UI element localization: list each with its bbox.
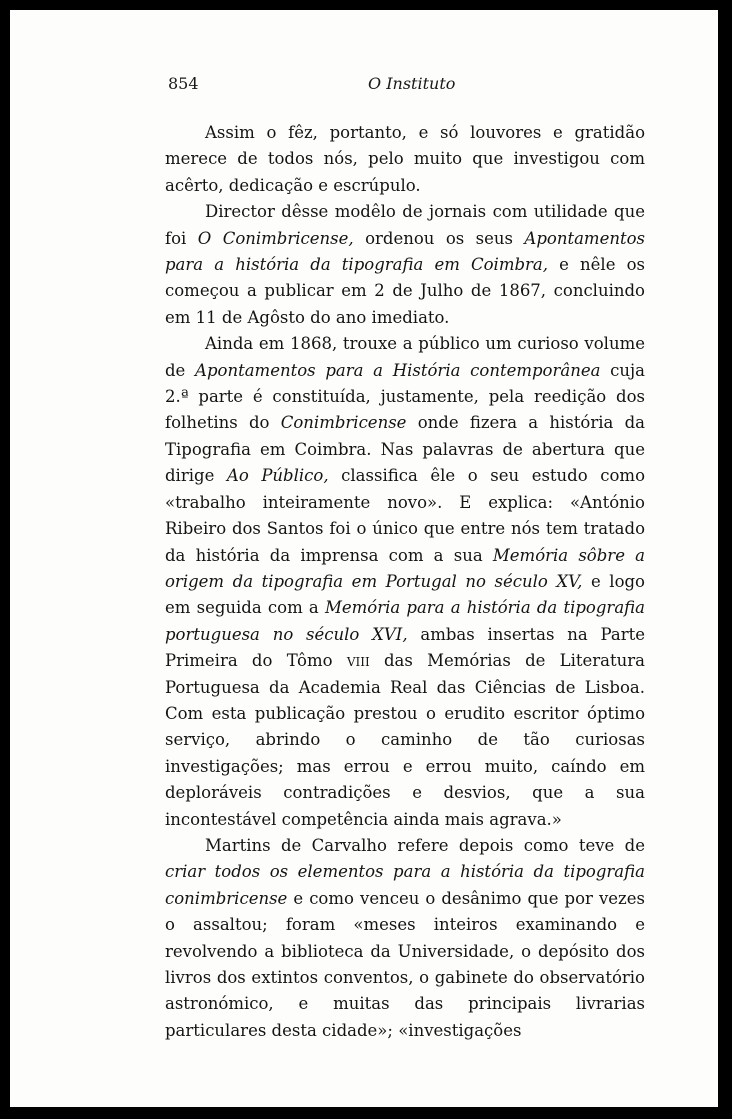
text-run: viii (346, 651, 370, 671)
italic-text: Memória sôbre a origem da tipografia em Portugal no século XV, (165, 545, 646, 591)
italic-text: Ao Público, (226, 466, 329, 486)
text-run: Assim o fêz, portanto, e só louvores e gratidão merece de todos nós, pelo muito que investigou com acêrto, dedicação e escrúpulo. (165, 123, 645, 195)
paragraph (165, 120, 645, 199)
italic-text: Apontamentos para a história da tipografia em Coimbra, (165, 228, 645, 275)
italic-text: criar todos os elementos para a história da tipografia conimbricense (165, 862, 645, 908)
text-run: classifica êle o seu estudo como «trabalho inteiramente novo». E explica: «António Ribeiro dos Santos foi o único que entre nós tem tratado da história da imprensa com a sua (165, 466, 645, 565)
text-run: Director dêsse modêlo de jornais com utilidade que foi (165, 202, 645, 248)
text-run: e logo em seguida com a (165, 571, 645, 618)
paragraph (165, 199, 645, 331)
text-run: onde fizera a história da Tipografia em Coimbra. Nas palavras de abertura que dirige (165, 413, 645, 486)
text-run: ordenou os seus (353, 228, 525, 248)
italic-text: Apontamentos para a História contemporânea (195, 360, 601, 380)
book-page (10, 10, 718, 1107)
running-title: O Instituto (368, 74, 456, 93)
paragraph (165, 331, 645, 833)
italic-text: Conimbricense (280, 413, 407, 433)
text-run: e nêle os começou a publicar em 2 de Julho de 1867, concluindo em 11 de Agôsto do ano imediato. (165, 255, 645, 327)
page-header (168, 74, 648, 102)
body-text (165, 120, 645, 1044)
text-run: Ainda em 1868, trouxe a público um curioso volume de (165, 334, 645, 380)
text-run: ambas insertas na Parte Primeira do Tômo (165, 624, 645, 671)
italic-text: Memória para a história da tipografia portuguesa no século XVI, (165, 598, 645, 644)
text-run: e como venceu o desânimo que por vezes o assaltou; foram «meses inteiros examinando e revolvendo a biblioteca da Universidade, o depósito dos livros dos extintos conventos, o gabinete do observatório astronómico, e muitas das principais livrarias particulares desta cidade»; «investigações (165, 888, 645, 1040)
paragraph (165, 833, 645, 1044)
page-number: 854 (168, 74, 199, 93)
text-run: cuja 2.ª parte é constituída, justamente, pela reedição dos folhetins do (165, 360, 645, 433)
text-run: Martins de Carvalho refere depois como teve de (205, 835, 645, 855)
italic-text: O Conimbricense, (197, 228, 354, 248)
text-run: das Memórias de Literatura Portuguesa da Academia Real das Ciências de Lisboa. Com esta publicação prestou o erudito escritor óptimo serviço, abrindo o caminho de tão curiosas investigações; mas errou e errou muito, caíndo em deploráveis contradições e desvios, que a sua incontestável competência ainda mais agrava.» (165, 651, 646, 829)
